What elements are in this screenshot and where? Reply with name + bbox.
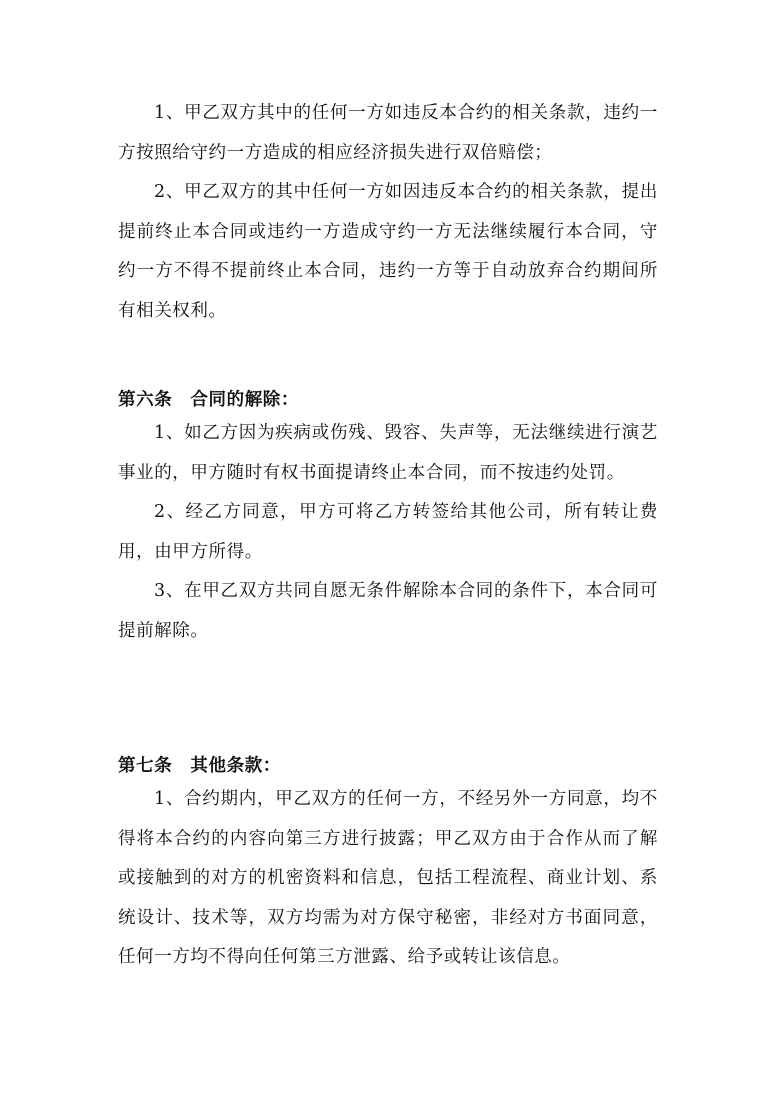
section5-paragraph-2: 2、甲乙双方的其中任何一方如因违反本合约的相关条款，提出提前终止本合同或违约一方造成守约一方无法继续履行本合同，守约一方不得不提前终止本合同，违约一方等于自动放弃合约期间所有相关权利。 (118, 182, 658, 321)
section7-paragraph-1: 1、合约期内，甲乙双方的任何一方，不经另外一方同意，均不得将本合约的内容向第三方进行披露；甲乙双方由于合作从而了解或接触到的对方的机密资料和信息，包括工程流程、商业计划、系统设计、技术等，双方均需为对方保守秘密，非经对方书面同意，任何一方均不得向任何第三方泄露、给予或转让该信息。 (118, 789, 658, 967)
section7-heading: 第七条 其他条款： (118, 756, 281, 776)
section6-heading: 第六条 合同的解除： (118, 390, 299, 410)
section6-paragraph-2: 2、经乙方同意，甲方可将乙方转签给其他公司，所有转让费用，由甲方所得。 (118, 502, 658, 562)
section6-paragraph-3: 3、在甲乙双方共同自愿无条件解除本合同的条件下，本合同可提前解除。 (118, 581, 658, 641)
section6-paragraph-1: 1、如乙方因为疾病或伤残、毁容、失声等，无法继续进行演艺事业的，甲方随时有权书面提请终止本合同，而不按违约处罚。 (118, 423, 658, 483)
section5-paragraph-1: 1、甲乙双方其中的任何一方如违反本合约的相关条款，违约一方按照给守约一方造成的相应经济损失进行双倍赔偿； (118, 103, 658, 163)
